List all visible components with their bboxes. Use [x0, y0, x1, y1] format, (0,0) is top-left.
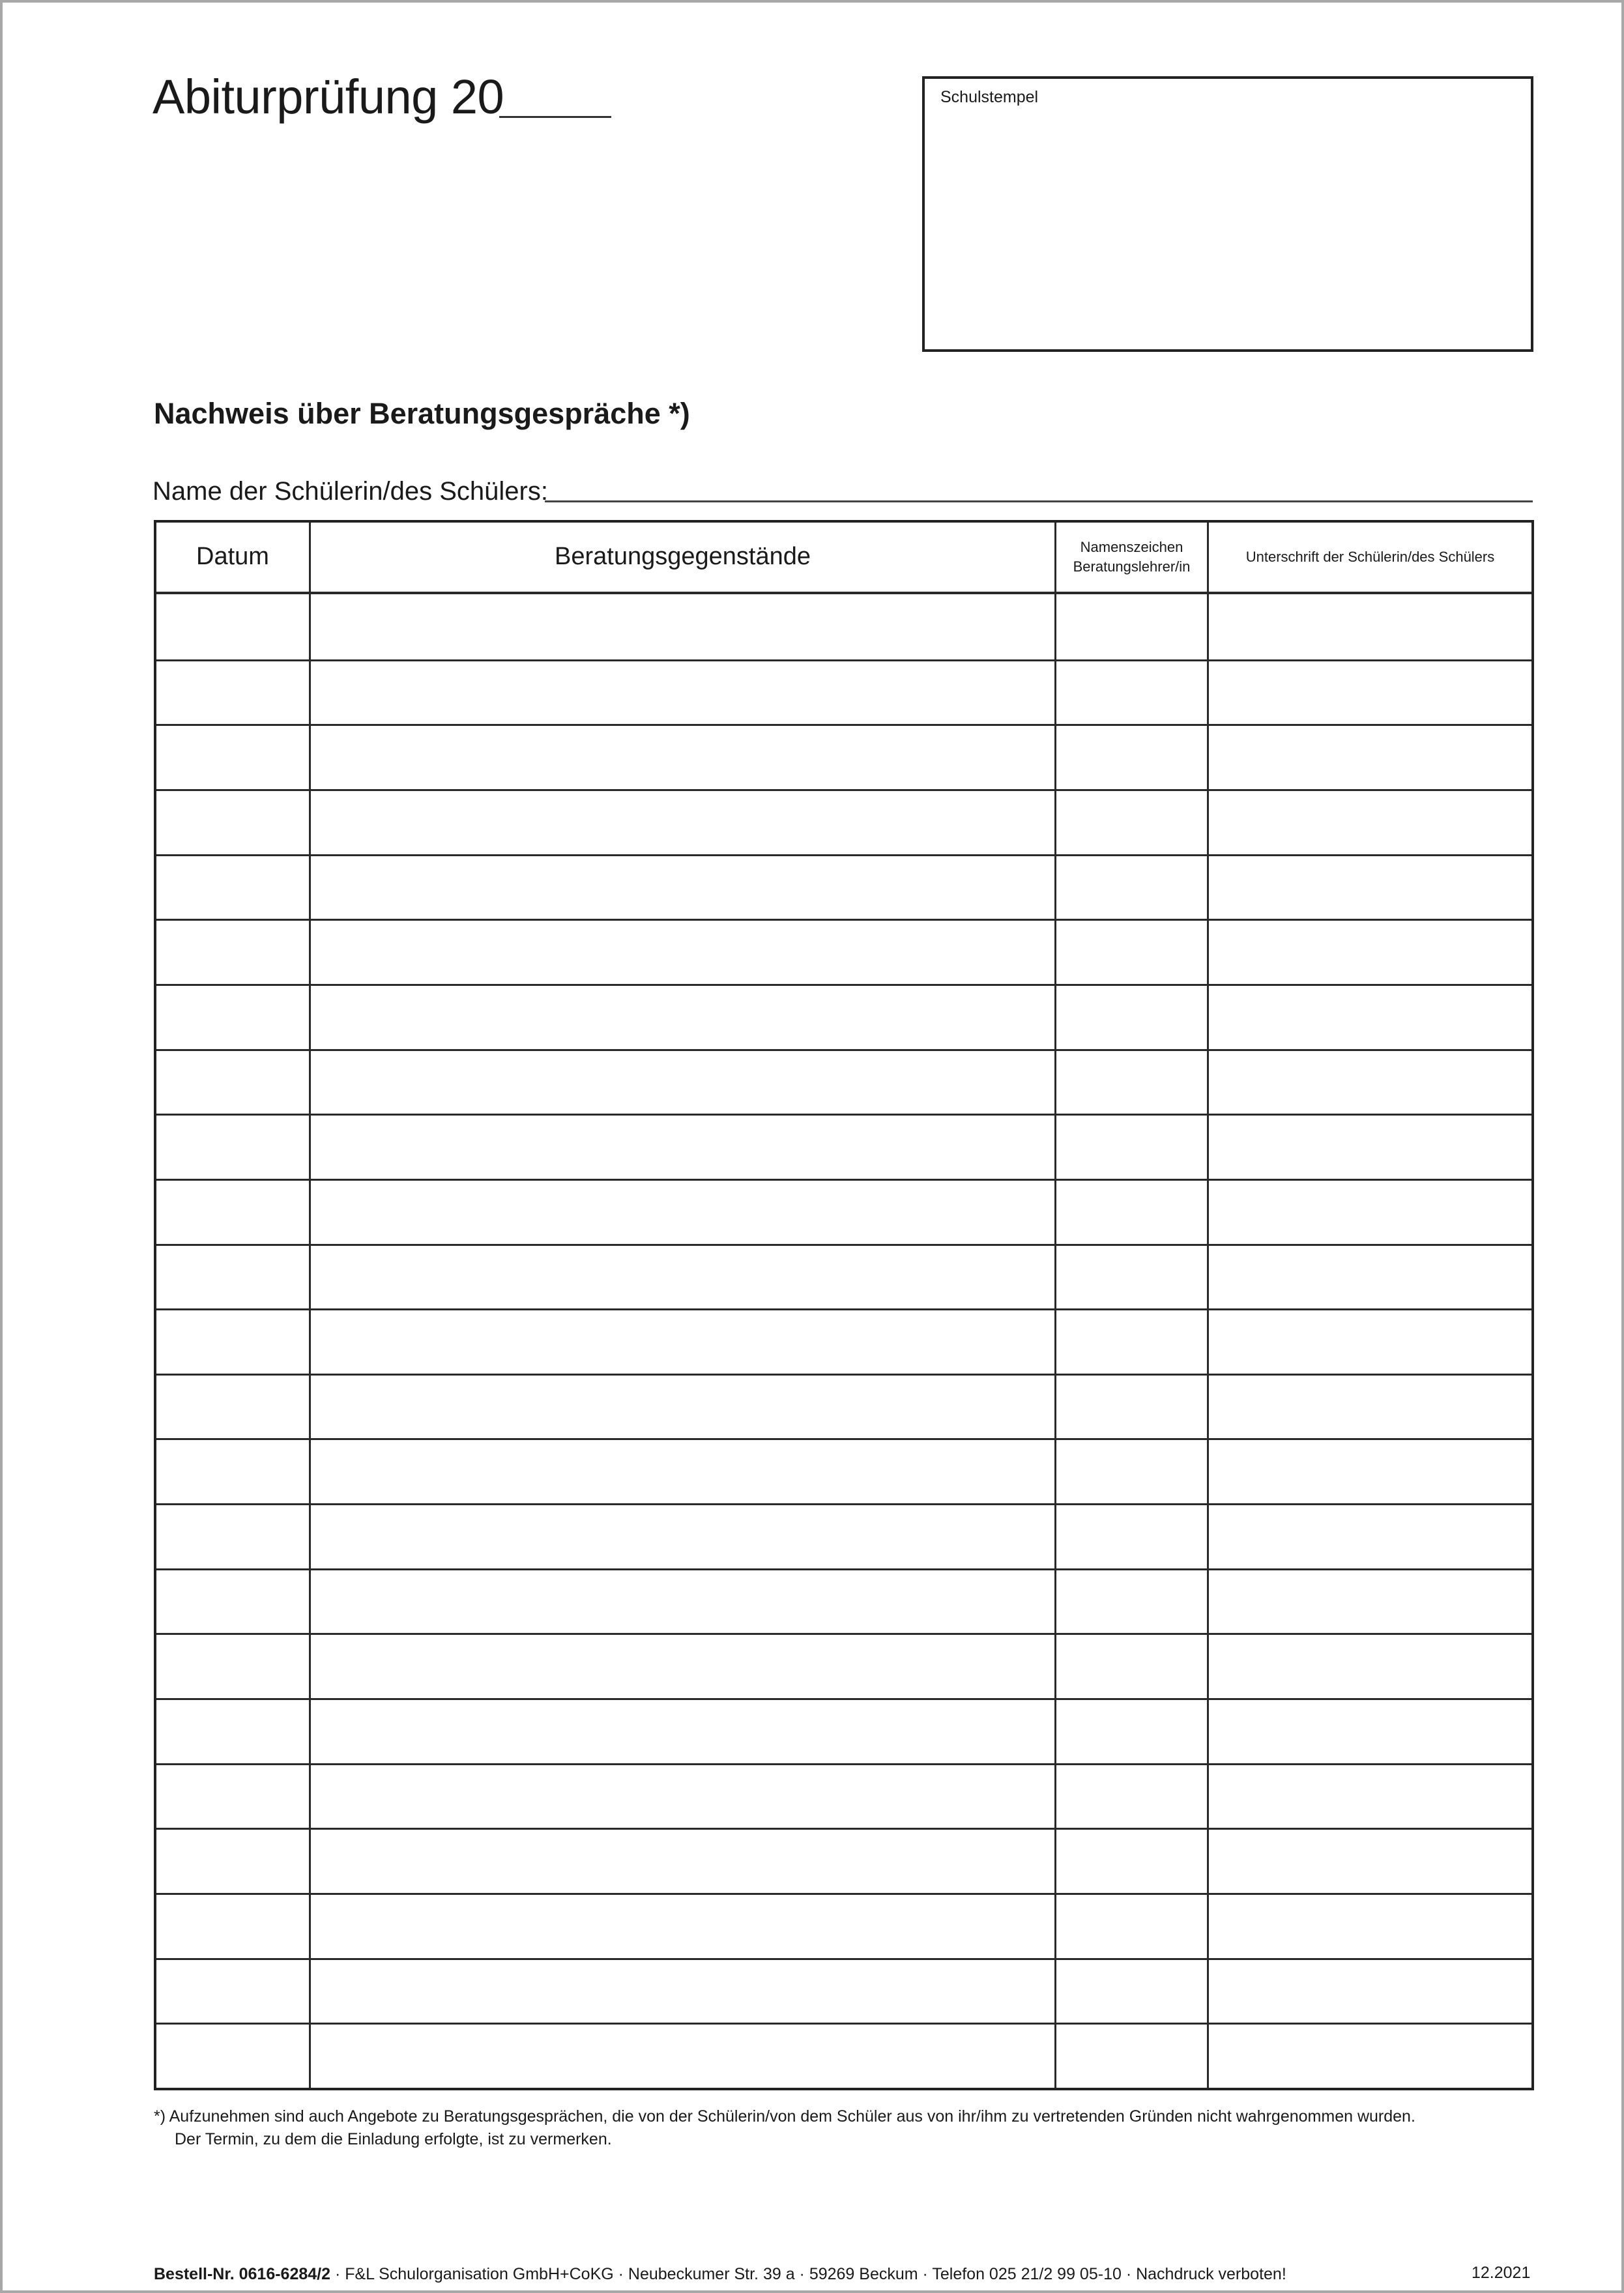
beratungsgegenstand-cell[interactable]	[311, 919, 1054, 984]
table-row	[156, 1828, 1531, 1893]
beratungsgegenstand-cell[interactable]	[311, 659, 1054, 725]
header-namenszeichen-line2: Beratungslehrer/in	[1073, 558, 1191, 575]
unterschrift-cell[interactable]	[1209, 1114, 1531, 1179]
beratungsgegenstand-cell[interactable]	[311, 1374, 1054, 1439]
unterschrift-cell[interactable]	[1209, 1763, 1531, 1828]
unterschrift-cell[interactable]	[1209, 1633, 1531, 1698]
row-divider	[156, 1763, 1531, 1765]
datum-cell[interactable]	[156, 659, 309, 725]
unterschrift-cell[interactable]	[1209, 1893, 1531, 1958]
beratungsgegenstand-cell[interactable]	[311, 1308, 1054, 1374]
unterschrift-cell[interactable]	[1209, 1828, 1531, 1893]
table-row	[156, 1958, 1531, 2023]
student-name-field[interactable]	[545, 500, 1533, 502]
table-row	[156, 1698, 1531, 1763]
publisher-info: · F&L Schulorganisation GmbH+CoKG · Neubeckumer Str. 39 a · 59269 Beckum · Telefon 025 21/2 99 05-10 · Nachdruck verboten!	[330, 2265, 1286, 2283]
beratungsgegenstand-cell[interactable]	[311, 1244, 1054, 1309]
school-stamp-box[interactable]	[922, 76, 1533, 352]
datum-cell[interactable]	[156, 984, 309, 1049]
table-row	[156, 1763, 1531, 1828]
table-row	[156, 854, 1531, 919]
footer	[154, 2265, 1286, 2284]
footer-date: 12.2021	[1472, 2264, 1531, 2282]
row-divider	[156, 1179, 1531, 1181]
student-name-label: Name der Schülerin/des Schülers:	[152, 477, 548, 506]
year-blank-line[interactable]	[499, 116, 611, 118]
page-title: Abiturprüfung 20	[152, 70, 504, 124]
table-row	[156, 1374, 1531, 1439]
namenszeichen-cell[interactable]	[1056, 724, 1207, 789]
row-divider	[156, 659, 1531, 661]
datum-cell[interactable]	[156, 1179, 309, 1244]
unterschrift-cell[interactable]	[1209, 1568, 1531, 1634]
unterschrift-cell[interactable]	[1209, 1374, 1531, 1439]
table-row	[156, 724, 1531, 789]
beratungsgegenstand-cell[interactable]	[311, 1828, 1054, 1893]
unterschrift-cell[interactable]	[1209, 1049, 1531, 1114]
namenszeichen-cell[interactable]	[1056, 1568, 1207, 1634]
beratungsgegenstand-cell[interactable]	[311, 1503, 1054, 1568]
unterschrift-cell[interactable]	[1209, 659, 1531, 725]
stamp-label: Schulstempel	[940, 88, 1039, 106]
namenszeichen-cell[interactable]	[1056, 1244, 1207, 1309]
datum-cell[interactable]	[156, 1893, 309, 1958]
row-divider	[156, 1374, 1531, 1376]
datum-cell[interactable]	[156, 1438, 309, 1503]
namenszeichen-cell[interactable]	[1056, 1958, 1207, 2023]
table-row	[156, 1633, 1531, 1698]
table-row	[156, 1114, 1531, 1179]
table-row	[156, 1179, 1531, 1244]
table-row	[156, 1438, 1531, 1503]
row-divider	[156, 1828, 1531, 1830]
namenszeichen-cell[interactable]	[1056, 1179, 1207, 1244]
consultation-table	[154, 520, 1534, 2090]
beratungsgegenstand-cell[interactable]	[311, 984, 1054, 1049]
unterschrift-cell[interactable]	[1209, 1179, 1531, 1244]
unterschrift-cell[interactable]	[1209, 2023, 1531, 2088]
header-beratungsgegenstaende: Beratungsgegenstände	[555, 543, 811, 571]
namenszeichen-cell[interactable]	[1056, 1698, 1207, 1763]
beratungsgegenstand-cell[interactable]	[311, 854, 1054, 919]
namenszeichen-cell[interactable]	[1056, 1308, 1207, 1374]
namenszeichen-cell[interactable]	[1056, 1763, 1207, 1828]
namenszeichen-cell[interactable]	[1056, 1438, 1207, 1503]
beratungsgegenstand-cell[interactable]	[311, 1438, 1054, 1503]
row-divider	[156, 1633, 1531, 1635]
datum-cell[interactable]	[156, 1049, 309, 1114]
namenszeichen-cell[interactable]	[1056, 1374, 1207, 1439]
table-row	[156, 594, 1531, 659]
footnote-line1: *) Aufzunehmen sind auch Angebote zu Beratungsgesprächen, die von der Schülerin/von dem Schüler aus von ihr/ihm zu vertretenden Gründen nicht wahrgenommen wurden.	[154, 2107, 1415, 2126]
table-row	[156, 789, 1531, 854]
table-row	[156, 1568, 1531, 1634]
datum-cell[interactable]	[156, 2023, 309, 2088]
beratungsgegenstand-cell[interactable]	[311, 1179, 1054, 1244]
row-divider	[156, 1893, 1531, 1895]
unterschrift-cell[interactable]	[1209, 1698, 1531, 1763]
header-namenszeichen	[1056, 523, 1207, 592]
datum-cell[interactable]	[156, 1503, 309, 1568]
namenszeichen-cell[interactable]	[1056, 1893, 1207, 1958]
table-row	[156, 1308, 1531, 1374]
datum-cell[interactable]	[156, 1568, 309, 1634]
row-divider	[156, 2023, 1531, 2025]
table-row	[156, 1049, 1531, 1114]
unterschrift-cell[interactable]	[1209, 1958, 1531, 2023]
order-number: Bestell-Nr. 0616-6284/2	[154, 2265, 331, 2283]
footnote	[154, 2105, 1415, 2151]
table-row	[156, 984, 1531, 1049]
namenszeichen-cell[interactable]	[1056, 919, 1207, 984]
datum-cell[interactable]	[156, 1763, 309, 1828]
unterschrift-cell[interactable]	[1209, 594, 1531, 659]
unterschrift-cell[interactable]	[1209, 1438, 1531, 1503]
row-divider	[156, 1244, 1531, 1246]
unterschrift-cell[interactable]	[1209, 984, 1531, 1049]
row-divider	[156, 1958, 1531, 1960]
namenszeichen-cell[interactable]	[1056, 789, 1207, 854]
datum-cell[interactable]	[156, 1828, 309, 1893]
beratungsgegenstand-cell[interactable]	[311, 594, 1054, 659]
beratungsgegenstand-cell[interactable]	[311, 1893, 1054, 1958]
beratungsgegenstand-cell[interactable]	[311, 1568, 1054, 1634]
unterschrift-cell[interactable]	[1209, 854, 1531, 919]
unterschrift-cell[interactable]	[1209, 1503, 1531, 1568]
table-row	[156, 659, 1531, 725]
header-namenszeichen-line1: Namenszeichen	[1080, 539, 1183, 556]
namenszeichen-cell[interactable]	[1056, 1114, 1207, 1179]
header-datum: Datum	[196, 543, 269, 571]
namenszeichen-cell[interactable]	[1056, 1828, 1207, 1893]
unterschrift-cell[interactable]	[1209, 1308, 1531, 1374]
row-divider	[156, 919, 1531, 921]
row-divider	[156, 1503, 1531, 1505]
namenszeichen-cell[interactable]	[1056, 1633, 1207, 1698]
row-divider	[156, 724, 1531, 726]
beratungsgegenstand-cell[interactable]	[311, 1114, 1054, 1179]
beratungsgegenstand-cell[interactable]	[311, 2023, 1054, 2088]
table-row	[156, 919, 1531, 984]
beratungsgegenstand-cell[interactable]	[311, 724, 1054, 789]
beratungsgegenstand-cell[interactable]	[311, 789, 1054, 854]
table-row	[156, 1503, 1531, 1568]
namenszeichen-cell[interactable]	[1056, 854, 1207, 919]
namenszeichen-cell[interactable]	[1056, 594, 1207, 659]
row-divider	[156, 1049, 1531, 1051]
row-divider	[156, 1698, 1531, 1700]
unterschrift-cell[interactable]	[1209, 1244, 1531, 1309]
table-row	[156, 1244, 1531, 1309]
row-divider	[156, 1568, 1531, 1570]
datum-cell[interactable]	[156, 1698, 309, 1763]
form-heading: Nachweis über Beratungsgespräche *)	[154, 397, 690, 430]
unterschrift-cell[interactable]	[1209, 919, 1531, 984]
footnote-line2: Der Termin, zu dem die Einladung erfolgte, ist zu vermerken.	[175, 2130, 612, 2148]
datum-cell[interactable]	[156, 854, 309, 919]
table-row	[156, 2023, 1531, 2088]
namenszeichen-cell[interactable]	[1056, 2023, 1207, 2088]
datum-cell[interactable]	[156, 724, 309, 789]
beratungsgegenstand-cell[interactable]	[311, 1958, 1054, 2023]
datum-cell[interactable]	[156, 1114, 309, 1179]
datum-cell[interactable]	[156, 1244, 309, 1309]
namenszeichen-cell[interactable]	[1056, 659, 1207, 725]
header-unterschrift: Unterschrift der Schülerin/des Schülers	[1245, 549, 1495, 566]
table-row	[156, 1893, 1531, 1958]
row-divider	[156, 789, 1531, 791]
row-divider	[156, 984, 1531, 986]
namenszeichen-cell[interactable]	[1056, 1503, 1207, 1568]
beratungsgegenstand-cell[interactable]	[311, 1633, 1054, 1698]
datum-cell[interactable]	[156, 789, 309, 854]
namenszeichen-cell[interactable]	[1056, 984, 1207, 1049]
unterschrift-cell[interactable]	[1209, 724, 1531, 789]
datum-cell[interactable]	[156, 1633, 309, 1698]
beratungsgegenstand-cell[interactable]	[311, 1763, 1054, 1828]
namenszeichen-cell[interactable]	[1056, 1049, 1207, 1114]
beratungsgegenstand-cell[interactable]	[311, 1698, 1054, 1763]
row-divider	[156, 854, 1531, 856]
row-divider	[156, 1438, 1531, 1440]
datum-cell[interactable]	[156, 1374, 309, 1439]
row-divider	[156, 1308, 1531, 1310]
datum-cell[interactable]	[156, 919, 309, 984]
beratungsgegenstand-cell[interactable]	[311, 1049, 1054, 1114]
row-divider	[156, 1114, 1531, 1116]
datum-cell[interactable]	[156, 1308, 309, 1374]
datum-cell[interactable]	[156, 1958, 309, 2023]
datum-cell[interactable]	[156, 594, 309, 659]
unterschrift-cell[interactable]	[1209, 789, 1531, 854]
